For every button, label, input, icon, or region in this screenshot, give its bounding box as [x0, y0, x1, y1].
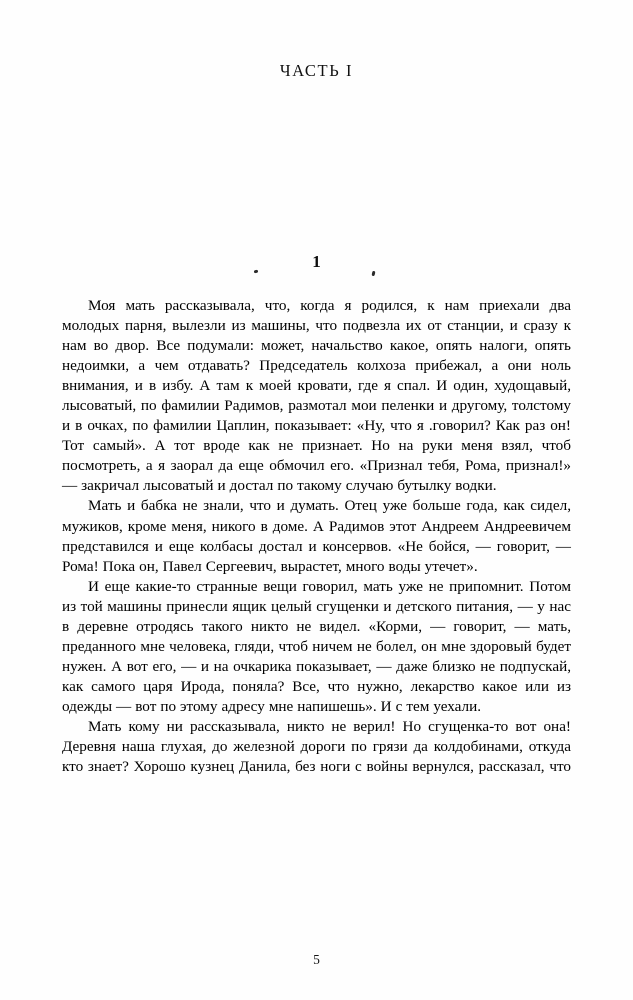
body-paragraph: Моя мать рассказывала, что, когда я родился, к нам приехали два молодых парня, вылезли из машины, что подвезла их от станции, и сразу к нам во двор. Все подумали: может, начальство какое, опять налоги, опять недоимки, а чем отдавать? Председатель колхоза прибежал, а они ноль внимания, и в избу. А там к моей кровати, где я спал. И один, худощавый, лысоватый, по фамилии Радимов, размотал мои пеленки и другому, толстому и в очках, по фамилии Цаплин, показывает: «Ну, что я .говорил? Как раз он! Тот самый». А тот вроде как не признает. Но на руки меня взял, чтоб посмотреть, а я заорал да еще обмочил его. «Признал тебя, Рома, признал!» — закричал лысоватый и достал по такому случаю бутылку водки. [62, 297, 571, 495]
body-paragraph: Мать кому ни рассказывала, никто не верил! Но сгущенка-то вот она! Деревня наша глухая, до железной дороги по грязи да колдобинами, откуда кто знает? Хорошо кузнец Данила, без ноги с войны вернулся, рассказал, что [62, 717, 571, 776]
body-text-column [62, 296, 571, 777]
section-number-block [0, 252, 633, 288]
scan-speck-right-icon [372, 271, 376, 277]
page-number: 5 [313, 952, 320, 967]
part-heading: ЧАСТЬ I [279, 61, 354, 80]
body-paragraph: И еще какие-то странные вещи говорил, мать уже не припомнит. Потом из той машины принесли ящик целый сгущенки и детского питания, — у нас в деревне отродясь такого никто не видел. «Корми, — говорит, — мать, преданного мне человека, гляди, чтоб ничем не болел, он мне здоровый будет нужен. А вот его, — и на очкарика показывает, — даже близко не подпускай, как самого царя Ирода, поняла? Все, что нужно, лекарство какое или из одежды — вот по этому адресу мне напишешь». И с тем уехали. [62, 577, 571, 715]
body-paragraph: Мать и бабка не знали, что и думать. Отец уже больше года, как сидел, мужиков, кроме меня, никого в доме. А Радимов этот Андреем Андреевичем представился и еще колбасы достал и консервов. «Не бойся, — говорит, — Рома! Пока он, Павел Сергеевич, вырастет, много воды утечет». [62, 497, 571, 575]
section-number: 1 [312, 252, 321, 271]
